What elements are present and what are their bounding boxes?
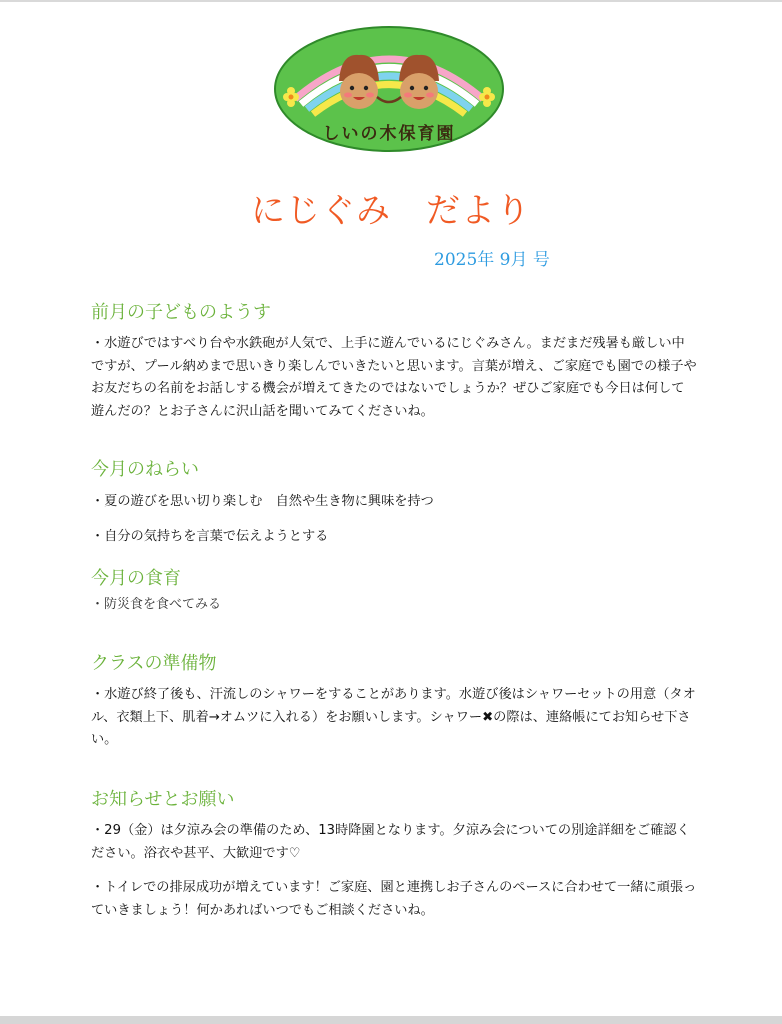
nursery-logo	[273, 25, 505, 153]
section-heading-aims: 今月のねらい	[91, 459, 199, 480]
issue-date: 2025年 9月 号	[434, 250, 550, 270]
section-heading-food-education: 今月の食育	[91, 568, 181, 589]
section-heading-notices: お知らせとお願い	[91, 789, 235, 810]
logo-nursery-name: しいの木保育園	[322, 124, 456, 144]
acorn-character-right-icon	[399, 55, 439, 109]
section-heading-class-items: クラスの準備物	[91, 653, 217, 674]
aim-item-1: ・夏の遊びを思い切り楽しむ 自然や生き物に興味を持つ	[91, 494, 434, 509]
notice-item-2: ・トイレでの排尿成功が増えています！ご家庭、園と連携しお子さんのペースに合わせて一緒に頑張っていきましょう！何かあればいつでもご相談くださいね。	[91, 880, 697, 918]
class-items-paragraph: ・水遊び終了後も、汗流しのシャワーをすることがあります。水遊び後はシャワーセットの用意（タオル、衣類上下、肌着→オムツに入れる）をお願いします。シャワー✖の際は、連絡帳にてお知らせ下さい。	[91, 687, 696, 747]
page-bottom-edge	[0, 1016, 782, 1024]
last-month-paragraph: ・水遊びではすべり台や水鉄砲が人気で、上手に遊んでいるにじぐみさん。まだまだ残暑も厳しい中ですが、プール納めまで思いきり楽しんでいきたいと思います。言葉が増え、ご家庭でも園での様子やお友だちの名前をお話しする機会が増えてきたのではないでしょうか？ぜひご家庭でも今日は何して遊んだの？とお子さんに沢山話を聞いてみてくださいね。	[91, 336, 697, 419]
aim-item-2: ・自分の気持ちを言葉で伝えようとする	[91, 529, 329, 544]
notice-item-1: ・29（金）は夕涼み会の準備のため、13時降園となります。夕涼み会についての別途詳細をご確認ください。浴衣や甚平、大歓迎です♡	[91, 823, 690, 861]
newsletter-title: にじぐみ だより	[251, 191, 531, 231]
page-top-edge	[0, 0, 782, 2]
section-heading-last-month: 前月の子どものようす	[91, 302, 271, 323]
food-education-item: ・防災食を食べてみる	[91, 597, 222, 612]
acorn-character-left-icon	[339, 55, 379, 109]
